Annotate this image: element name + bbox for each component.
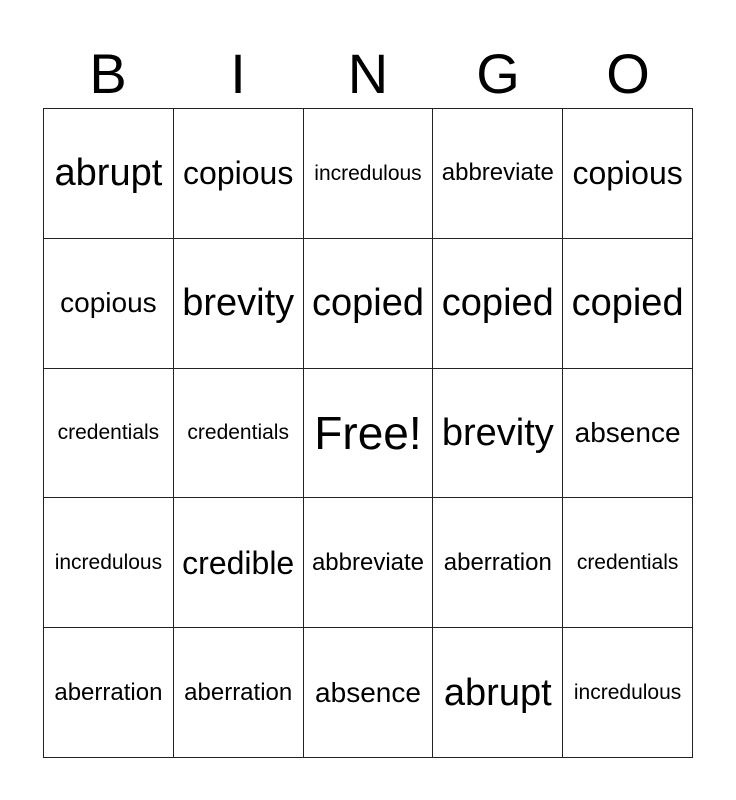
header-letter-g: G [476, 42, 520, 105]
bingo-cell: copied [304, 239, 434, 369]
bingo-board [43, 108, 693, 758]
bingo-cell: copious [174, 109, 304, 239]
bingo-free-cell: Free! [304, 369, 434, 499]
bingo-cell: credentials [563, 498, 693, 628]
bingo-cell: credentials [44, 369, 174, 499]
bingo-cell: copied [563, 239, 693, 369]
header-letter-i: I [230, 42, 246, 105]
bingo-cell: incredulous [44, 498, 174, 628]
bingo-cell: incredulous [304, 109, 434, 239]
bingo-cell: brevity [174, 239, 304, 369]
bingo-cell: abbreviate [304, 498, 434, 628]
bingo-cell: absence [563, 369, 693, 499]
bingo-header [43, 40, 693, 108]
bingo-cell: abrupt [433, 628, 563, 758]
bingo-cell: brevity [433, 369, 563, 499]
bingo-cell: copious [563, 109, 693, 239]
header-letter-o: O [606, 42, 650, 105]
bingo-cell: aberration [44, 628, 174, 758]
bingo-cell: incredulous [563, 628, 693, 758]
bingo-cell: credentials [174, 369, 304, 499]
bingo-cell: absence [304, 628, 434, 758]
bingo-cell: copied [433, 239, 563, 369]
bingo-cell: aberration [174, 628, 304, 758]
bingo-cell: copious [44, 239, 174, 369]
header-letter-b: B [89, 42, 127, 105]
bingo-cell: credible [174, 498, 304, 628]
bingo-cell: abrupt [44, 109, 174, 239]
header-letter-n: N [347, 42, 389, 105]
bingo-cell: abbreviate [433, 109, 563, 239]
bingo-cell: aberration [433, 498, 563, 628]
